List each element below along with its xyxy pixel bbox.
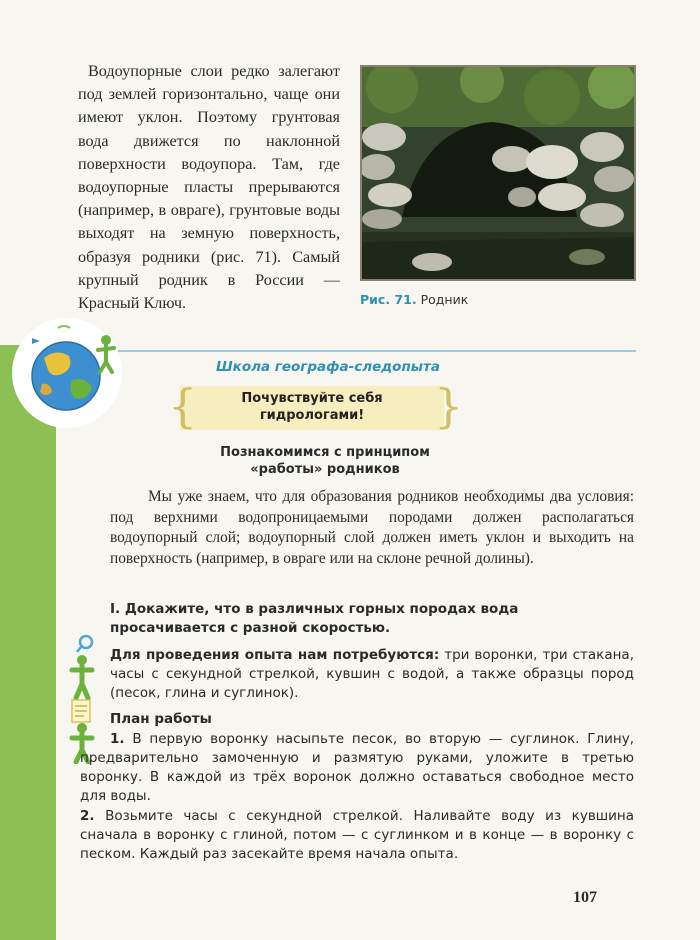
figure-caption-text: Родник: [420, 292, 469, 307]
globe-icon: [14, 318, 124, 428]
side-green-bar: [0, 345, 56, 940]
banner-title: [180, 390, 444, 424]
plan-step-2-number: 2.: [80, 808, 95, 824]
plan-step-2: [80, 807, 634, 864]
section-divider: [118, 350, 636, 352]
figure-caption: [360, 292, 468, 307]
section-paragraph: Мы уже знаем, что для образования родников необходимы два условия: под верхними водопроницаемыми породами должен располагаться водоупорный слой; водоупорный слой должен иметь уклон и выходить на поверхность (например, в овраге или на склоне речной долины).: [110, 488, 634, 567]
plan-step-1-text: В первую воронку насыпьте песок, во вторую — суглинок. Глину, предварительно замоченную и размятую руками, уложите в третью воронку. В каждой из трёх воронок должно оставаться свободное место для воды.: [80, 731, 634, 804]
equipment-list: три воронки, три стакана, часы с секундной стрелкой, кувшин с водой, а также образцы пород (песок, глина и суглинок).: [110, 647, 634, 701]
equipment-label: Для проведения опыта нам потребуются:: [110, 647, 440, 663]
sub-heading-line-2: «работы» родников: [250, 462, 400, 477]
page-number: 107: [573, 889, 597, 906]
task-heading: I. Докажите, что в различных горных породах вода просачивается с разной скоростью.: [110, 601, 519, 636]
plan-title: План работы: [110, 711, 212, 727]
left-brace: {: [168, 379, 198, 433]
sub-heading: [210, 444, 440, 478]
section-title: Школа географа-следопыта: [216, 359, 440, 375]
banner-line-1: Почувствуйте себя: [241, 391, 383, 406]
plan-step-1-number: 1.: [110, 731, 125, 747]
sub-heading-line-1: Познакомимся с принципом: [220, 445, 430, 460]
right-brace: }: [434, 379, 464, 433]
equipment-text: [110, 646, 634, 703]
banner-line-2: гидрологами!: [259, 408, 365, 423]
plan-step-2-text: Возьмите часы с секундной стрелкой. Наливайте воду из кувшина сначала в воронку с глиной, потом — с суглинком и в конце — в воронку с песком. Каждый раз засекайте время начала опыта.: [80, 808, 635, 862]
figure-label: Рис. 71.: [360, 292, 417, 307]
magnifier-person-icon: [64, 634, 100, 700]
spring-photo: [360, 65, 636, 281]
intro-paragraph: Водоупорные слои редко залегают под землей горизонтально, чаще они имеют уклон. Поэтому грунтовая вода движется по наклонной поверхности водоупора. Там, где водоупорные пласты прерываются (например, в овраге), грунтовые воды выходят на земную поверхность, образуя родники (рис. 71). Самый крупный родник в России — Красный Ключ.: [78, 62, 340, 313]
plan-step-1: [80, 730, 634, 806]
